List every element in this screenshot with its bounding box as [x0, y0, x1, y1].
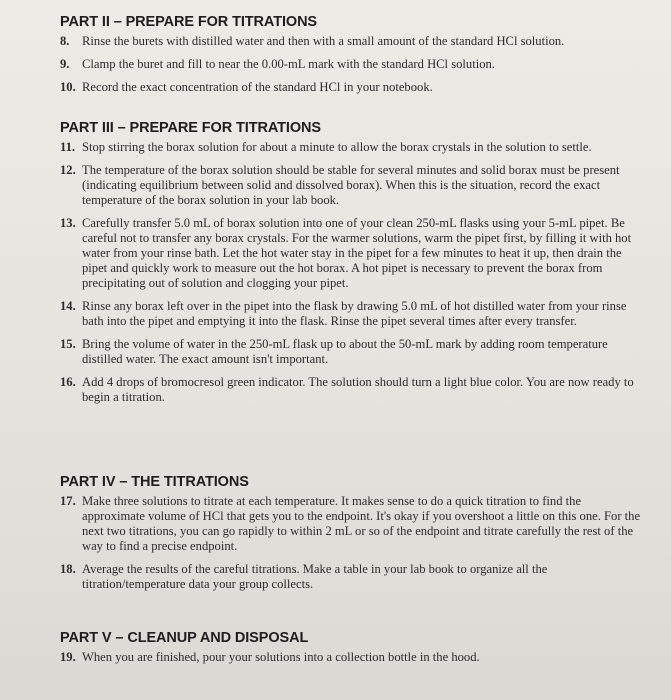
step-14: 14. Rinse any borax left over in the pipet into the flask by drawing 5.0 mL of hot distilled water from your rinse bath into the pipet and emptying it into the flask. Rinse the pipet several times after every transfer.: [60, 299, 627, 328]
part-3-heading: PART III – PREPARE FOR TITRATIONS: [60, 120, 321, 136]
part-4-heading: PART IV – THE TITRATIONS: [60, 474, 249, 490]
part-2-section: [60, 14, 641, 103]
step-12: 12. The temperature of the borax solution should be stable for several minutes and solid borax must be present (indicating equilibrium between solid and dissolved borax). When this is the situation, record the exact temperature of the borax solution in your lab book.: [60, 163, 620, 207]
step-17: 17. Make three solutions to titrate at each temperature. It makes sense to do a quick titration to find the approximate volume of HCl that gets you to the endpoint. It's okay if you overshoot a little on this one. For the next two titrations, you can go rapidly to within 2 mL or so of the endpoint and titrate carefully the rest of the way to find a precise endpoint.: [60, 494, 641, 553]
part-5-section: [60, 630, 641, 673]
step-9: 9. Clamp the buret and fill to near the 0.00-mL mark with the standard HCl solution.: [60, 57, 495, 71]
step-10: 10. Record the exact concentration of the standard HCl in your notebook.: [60, 80, 433, 94]
part-3-section: [60, 120, 641, 413]
step-13: 13. Carefully transfer 5.0 mL of borax solution into one of your clean 250-mL flasks using your 5-mL pipet. Be careful not to transfer any borax crystals. For the warmer solutions, warm the pipet first, by filling it with hot water from your rinse bath. Let the hot water stay in the pipet for a few minutes to heat it up, then drain the pipet and quickly work to measure out the hot borax. A hot pipet is necessary to prevent the borax from precipitating out of solution and clogging your pipet.: [60, 216, 632, 290]
step-15: 15. Bring the volume of water in the 250-mL flask up to about the 50-mL mark by adding room temperature distilled water. The exact amount isn't important.: [60, 337, 608, 366]
step-18: 18. Average the results of the careful titrations. Make a table in your lab book to organize all the titration/temperature data your group collects.: [60, 562, 548, 591]
step-16: 16. Add 4 drops of bromocresol green indicator. The solution should turn a light blue color. You are now ready to begin a titration.: [60, 375, 634, 404]
step-8: 8. Rinse the burets with distilled water and then with a small amount of the standard HCl solution.: [60, 34, 565, 48]
step-11: 11. Stop stirring the borax solution for about a minute to allow the borax crystals in the solution to settle.: [60, 140, 592, 154]
part-4-section: [60, 474, 641, 600]
part-5-heading: PART V – CLEANUP AND DISPOSAL: [60, 630, 309, 646]
part-2-heading: PART II – PREPARE FOR TITRATIONS: [60, 14, 318, 30]
step-19: 19. When you are finished, pour your solutions into a collection bottle in the hood.: [60, 650, 480, 664]
